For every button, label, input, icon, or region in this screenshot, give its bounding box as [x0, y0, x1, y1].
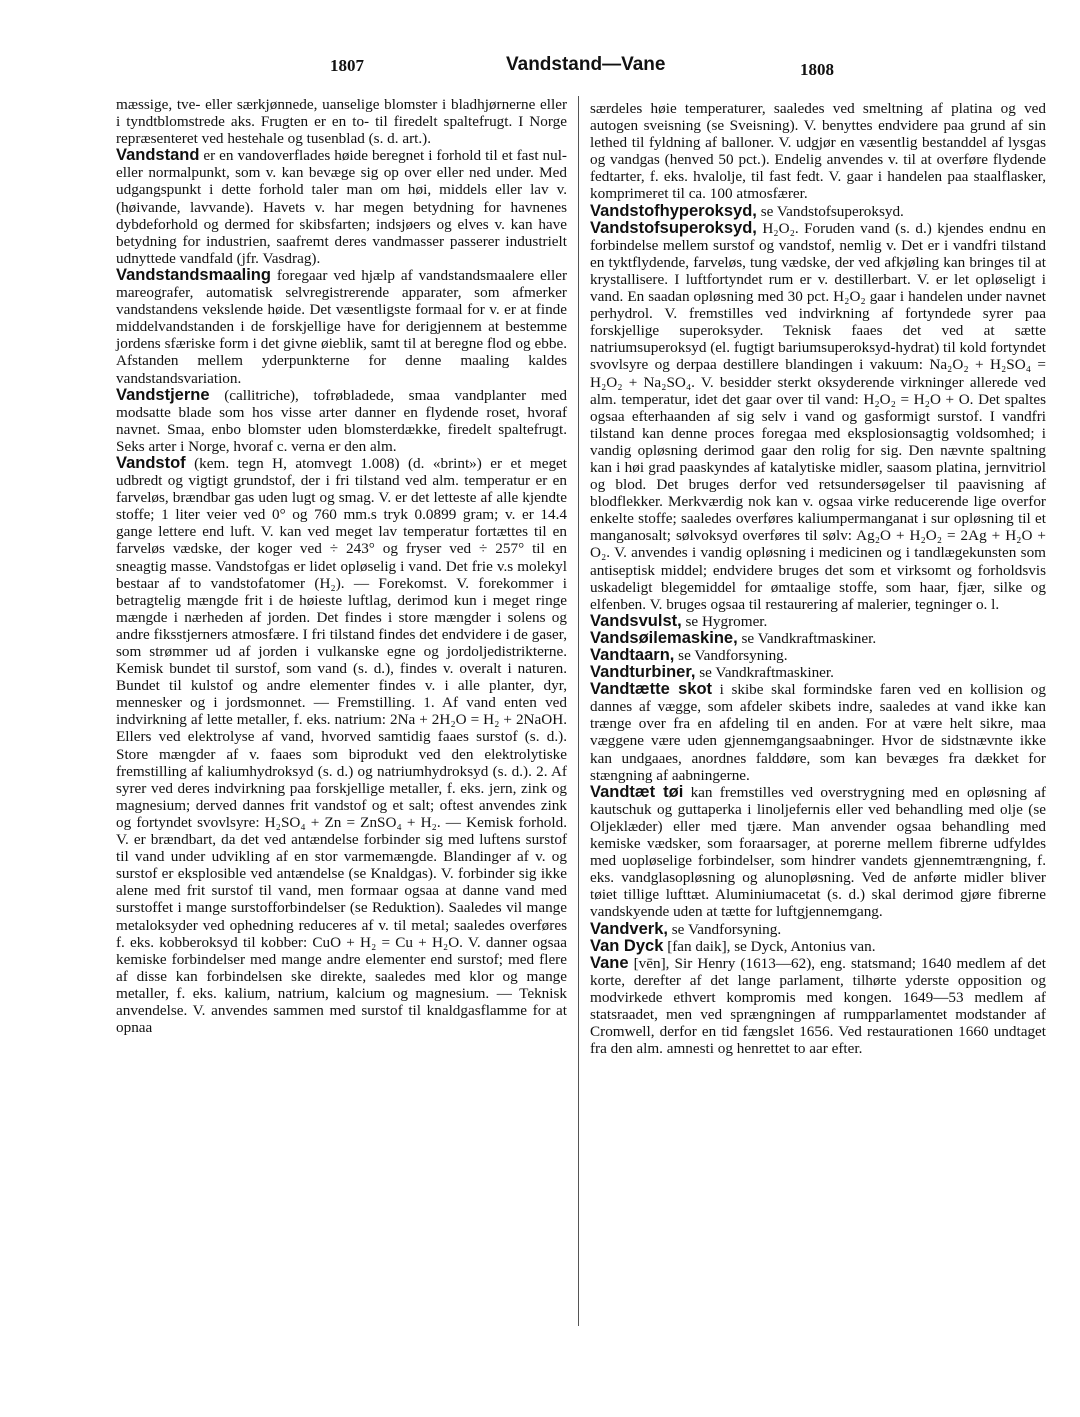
entry-headword: Vandturbiner,: [590, 663, 696, 682]
dictionary-entry: [590, 203, 1046, 220]
entry-headword: Vandstofhyperoksyd,: [590, 201, 757, 220]
entry-text: foregaar ved hjælp af vandstandsmaalere eller mareografer, automatisk selvregistrerende apparater, som afmerker vandstandens vekslende høide. Det væsentligste formaal for v. er at finde middelvandstanden i de forskjellige have for derigjennem at bestemme jordens sfæriske form i det givne øieblik, samt til at beregne flod og ebbe. Afstanden mellem yderpunkterne for denne maaling kaldes vandstandsvariation.: [116, 266, 567, 387]
entry-headword: Vane: [590, 953, 629, 972]
entry-headword: Vandtætte skot: [590, 680, 713, 699]
entry-text: kan fremstilles ved overstrygning med en opløsning af kautschuk og guttaperka i linoljefernis eller ved behandling med olje (se Oljeklæder) eller med tjære. Man anvender ogsaa behandling med kemiske vædsker, som foraarsager, at porerne mellem fibrerne udfyldes med uopløselige forbindelser, som hindrer vandets gjennemtrængning, f. eks. vandglasopløsning og alunopløsning. Ved de anførte midler bliver tøiet tillige lufttæt. Aluminiumacetat (s. d.) skal derimod gjøre fibrerne vandskyende uden at tætte for luftgjennemgang.: [590, 783, 1046, 921]
dictionary-entry: [116, 147, 567, 267]
dictionary-entry: [590, 681, 1046, 784]
entry-headword: Van Dyck: [590, 936, 664, 955]
entry-text: se Vandforsyning.: [667, 920, 782, 938]
entry-text: [vēn], Sir Henry (1613—62), eng. statsmand; 1640 medlem af det korte, derefter af det lange parlament, tilhørte yderste opposition og modvirkede ethvert kompromis med kongen. 1649—53 medlem af statsraadet, men ved sprængningen af rumpparlamentet modstander af Cromwell, derfor en tid fængslet 1656. Ved restaurationen 1660 undtaget fra den alm. amnesti og henrettet to aar efter.: [590, 954, 1046, 1058]
dictionary-entry: [116, 455, 567, 1036]
entry-headword: Vandsøilemaskine,: [590, 628, 738, 647]
entry-text: se Vandkraftmaskiner.: [737, 629, 877, 647]
dictionary-entry: [116, 387, 567, 455]
dictionary-entry: [590, 955, 1046, 1058]
left-page-number: 1807: [330, 56, 364, 75]
entry-text: se Vandstofsuperoksyd.: [756, 202, 904, 220]
page-header: [0, 54, 1080, 86]
entry-headword: Vandstand: [116, 146, 200, 165]
entry-headword: Vandtæt tøi: [590, 782, 684, 801]
entry-text: i skibe skal formindske faren ved en kollision og dannes af vægge, som afdeler skibets indre, saaledes at vand ikke kan trænge over fra en afdeling til en anden. For at være helt sikre, maa væggene være uden gjennemgangsaabninger. Hvor de sidstnævnte ikke kan undgaaes, anordnes falddøre, som kan bevæges fra dækket for stængning af aabningerne.: [590, 681, 1046, 784]
continued-text: særdeles høie temperaturer, saaledes ved smeltning af platina og ved autogen sveisning (se Sveisning). V. benyttes endvidere paa grund af sin lethed til fyldning af balloner. V. udgjør en væsentlig bestanddel af lysgas og vandgas (henved 50 pct.). Endelig anvendes v. til at overføre flydende fedtarter, f. eks. hvalolje, til fast fedt. V. gaar i handelen paa staalflasker, komprimeret til ca. 100 atmosfærer.: [590, 100, 1046, 203]
entry-headword: Vandstjerne: [116, 385, 210, 404]
dictionary-entry: [590, 220, 1046, 613]
entry-headword: Vandstofsuperoksyd,: [590, 218, 757, 237]
dictionary-entry: [590, 664, 1046, 681]
entry-headword: Vandsvulst,: [590, 611, 682, 630]
dictionary-entry: [590, 613, 1046, 630]
column-divider: [578, 96, 579, 1326]
dictionary-entry: [590, 647, 1046, 664]
entry-text: [fan daik], se Dyck, Antonius van.: [663, 937, 876, 955]
dictionary-entry: [590, 784, 1046, 921]
entry-text: se Vandforsyning.: [674, 647, 788, 664]
entry-text: (kem. tegn H, atomvegt 1.008) (d. «brint») er et meget udbredt og vigtigt grundstof, der i fri tilstand ved alm. temperatur er en farveløs, brændbar gas uden lugt og smag. V. er det letteste af alle kjendte stoffe; 1 liter veier ved 0° og 760 mm.s tryk 0.0899 gram; v. er 14.4 gange lettere end luft. V. kan ved meget lav temperatur fortættes til en farveløs vædske, der koger ved ÷ 243° og fryser ved ÷ 257° til en sneagtig masse. Vandstofgas er lidet opløselig i vand. Det frie v.s molekyl bestaar af to vandstofatomer (H₂). — Forekomst. V. forekommer i betragtelig mængde frit i de høieste luftlag, derimod kun i meget ringe mængde i nærheden af jorden. Det findes i store mængder i solens og andre fiksstjerners atmosfære. I fri tilstand findes det endvidere i de gaser, som strømmer ud af jorden i vulkanske egne og jordoljedistrikterne. Kemisk bundet til surstof, som vand (s. d.), findes v. overalt i naturen. Bundet til kulstof og andre elementer findes v. i alle planter, dyr, mennesker og i jordsmonnet. — Fremstilling. 1. Af vand enten ved indvirkning af lette metaller, f. eks. natrium: 2Na + 2H₂O = H₂ + 2NaOH. Ellers ved elektrolyse af vand, hvorved samtidig faaes surstof (s. d.). Store mængder af v. faaes som biprodukt ved den elektrolytiske fremstilling af kaliumhydroksyd (s. d.) og natriumhydroksyd (s. d.). 2. Af syrer ved deres indvirkning paa forskjellige metaller, f. eks. jern, zink og magnesium; derved dannes frit vandstof og et salt; oftest anvendes zink og fortyndet svovlsyre: H₂SO₄ + Zn = ZnSO₄ + H₂. — Kemisk forhold. V. er brændbart, da det ved antændelse forbinder sig med luftens surstof til vand under udvikling af en stor varmemængde. Blandinger af v. og surstof er eksplosible ved antændelse (se Knaldgas). V. forbinder sig ikke alene med frit surstof til vand, men formaar ogsaa at danne vand med surstoffet i mange surstofforbindelser (se Reduktion). Saaledes vil mange metaloksyder ved ophedning reduceres af v. til metal; saaledes overføres f. eks. kobberoksyd til kobber: CuO + H₂ = Cu + H₂O. V. danner ogsaa kemiske forbindelser med mange andre elementer end surstof; med flere af disse kan forbindelsen ske direkte, saaledes med klor og mange metaller, f. eks. kalium, natrium, kalcium og magnesium. — Teknisk anvendelse. V. anvendes sammen med surstof til knaldgasflamme for at opnaa: [116, 454, 567, 1037]
entry-text: se Vandkraftmaskiner.: [695, 664, 834, 682]
entry-headword: Vandstof: [116, 453, 186, 472]
entry-headword: Vandtaarn,: [590, 646, 675, 664]
dictionary-entry: [590, 630, 1046, 647]
left-column: [116, 96, 567, 1036]
dictionary-entry: [116, 267, 567, 387]
running-head: Vandstand—Vane: [506, 54, 666, 75]
entry-text: er en vandoverflades høide beregnet i forhold til et fast nul- eller normalpunkt, som v. kan bevæge sig op over eller ned under. Med udgangspunkt i dette forhold taler man om høi, middels eller lav v. (høivande, lavvande). Havets v. har megen betydning for havnenes dybdeforhold og dermed for skibsfarten; indsjøers og elves v. kan have betydning for industrien, saafremt deres vandmasser passerer industrielt udnyttede vandfald (jfr. Vasdrag).: [116, 147, 567, 267]
entry-text: (callitriche), tofrøbladede, smaa vandplanter med modsatte blade som hos visse arter danner en flydende roset, hvoraf navnet. Smaa, enbo blomster uden blomsterdække, firedelt spaltefrugt. Seks arter i Norge, hvoraf c. verna er den alm.: [116, 386, 567, 455]
dictionary-entry: [590, 921, 1046, 938]
continued-text: mæssige, tve- eller særkjønnede, uanselige blomster i bladhjørnerne eller i tyndtblomstrede aks. Frugten er en to- til firedelt spaltefrugt. I Norge repræsenteret ved hestehale og tusenblad (s. d. art.).: [116, 96, 567, 148]
entry-headword: Vandstandsmaaling: [116, 265, 271, 284]
entry-text: se Hygromer.: [681, 612, 768, 630]
right-page-number: 1808: [800, 60, 834, 79]
right-column: [590, 100, 1046, 1057]
dictionary-entry: [590, 938, 1046, 955]
entry-headword: Vandverk,: [590, 919, 668, 938]
entry-text: H₂O₂. Foruden vand (s. d.) kjendes endnu en forbindelse mellem surstof og vandstof, nemlig v. Det er i vandfri tilstand en tyktflydende, farveløs, tung vædske, der ved afkjøling kan bringes til at krystallisere. I luftfortyndet rum er v. destillerbart. V. er let opløseligt i vand. En saadan opløsning med 30 pct. H₂O₂ gaar i handelen under navnet perhydrol. V. fremstilles ved indvirkning af fortyndede syrer paa forskjellige superoksyder. Teknisk faaes det ved at sætte natriumsuperoksyd (el. fugtigt bariumsuperoksyd-hydrat) til kold fortyndet svovlsyre og derpaa destillere blandingen i vakuum: Na₂O₂ + H₂SO₄ = H₂O₂ + Na₂SO₄. V. besidder sterkt oksyderende virkninger allerede ved alm. temperatur, idet det gaar over til vand: H₂O₂ = H₂O + O. Det spaltes ogsaa efterhaanden af sig selv i vand og gasformigt surstof. I vandfri tilstand kan denne proces foregaa med eksplosionsagtig voldsomhed; i vandig opløsning derimod gaar den rolig for sig. Den nævnte spaltning kan i høi grad paaskyndes af katalytiske midler, saasom platina, jernvitriol og blod. Det bruges derfor ved retsundersøgelser til paavisning af blodflekker. Merkværdig nok kan v. ogsaa virke reducerende lige overfor enkelte stoffe; saaledes overføres kaliumpermanganat i sur opløsning til et manganosalt; sølvoksyd overføres til sølv: Ag₂O + H₂O₂ = 2Ag + H₂O + O₂. V. anvendes i vandig opløsning i medicinen og i tandlægekunsten som antiseptisk middel; endvidere bruges det som et virksomt og forholdsvis uskadeligt blegemiddel for ømtaalige stoffe, som haar, fjær, silke og elfenben. V. bruges ogsaa til restaurering af malerier, tegninger o. l.: [590, 219, 1046, 613]
